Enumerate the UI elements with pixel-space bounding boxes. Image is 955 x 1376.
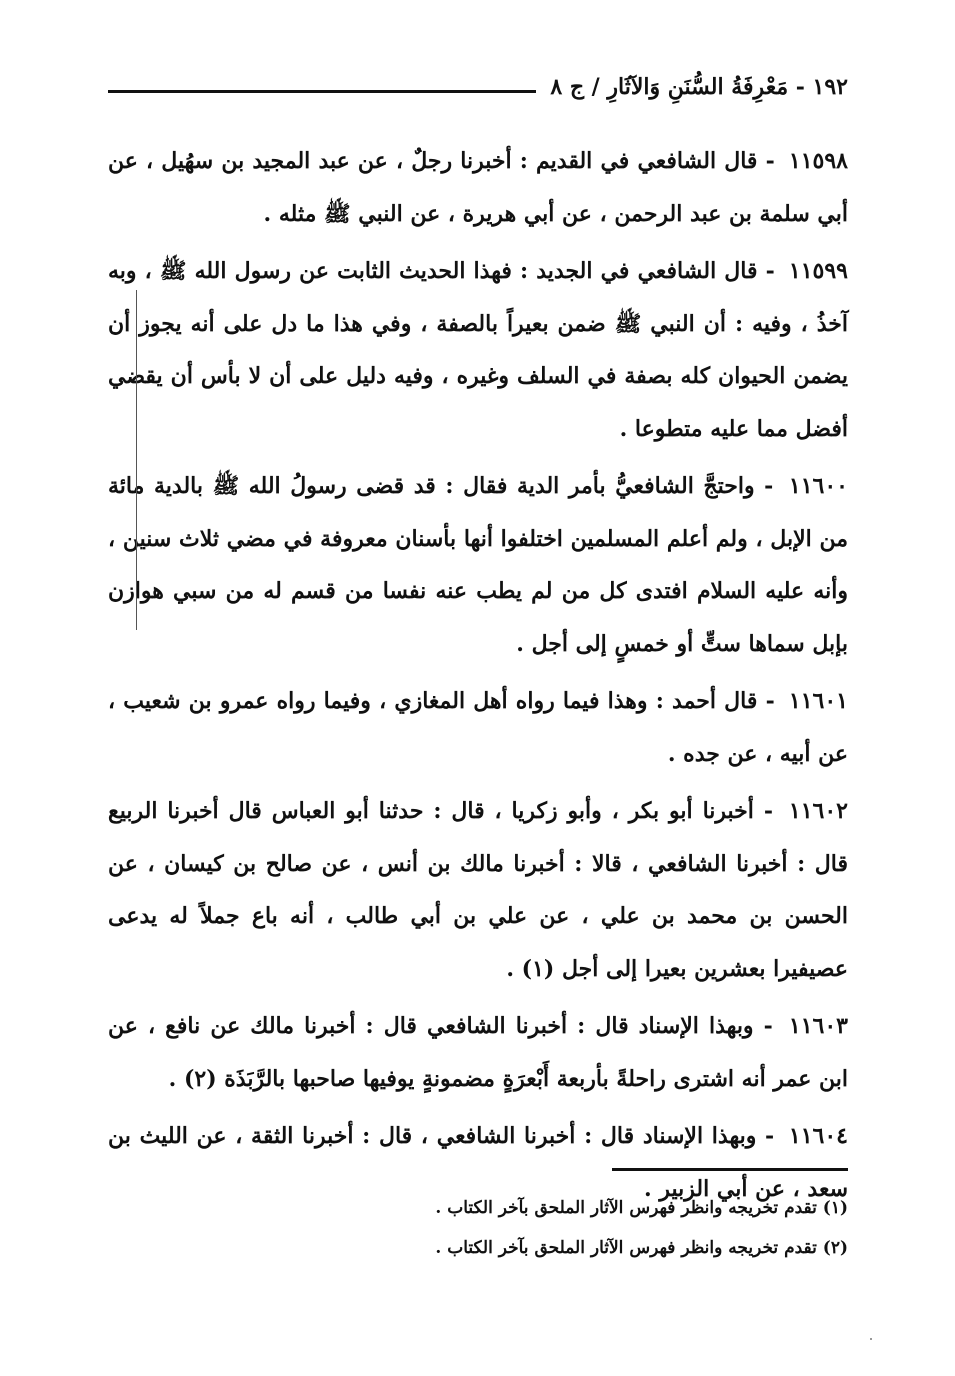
hadith-paragraph — [108, 460, 848, 670]
hadith-text: - قال الشافعي في القديم : أخبرنا رجلٌ ، عن عبد المجيد بن سهُيل ، عن أبي سلمة بن عبد الرحمن ، عن أبي هريرة ، عن النبي ﷺ مثله . — [108, 148, 848, 227]
hadith-text: - واحتجَّ الشافعيُّ بأمر الدية فقال : قد قضى رسولُ الله ﷺ بالدية مائة من الإبل ، ولم أعلم المسلمين اختلفوا أنها بأسنان معروفة في مضي ثلاث سنين ، وأنه عليه السلام افتدى كل من لم يطب عنه نفسا من قسم له من سبي هوازن بإبل سماها ستٍّ أو خمسٍ إلى أجل . — [108, 473, 848, 657]
scan-margin-line — [136, 290, 137, 630]
footnote: (١) تقدم تخريجه وانظر فهرس الآثار الملحق بآخر الكتاب . — [435, 1198, 848, 1218]
header-rule — [108, 90, 536, 93]
hadith-number: ١١٥٩٩ — [788, 258, 848, 284]
hadith-text: - قال الشافعي في الجديد : فهذا الحديث الثابت عن رسول الله ﷺ ، وبه آخذُ ، وفيه : أن النبي ﷺ ضمن بعيراً بالصفة ، وفي هذا ما دل على أنه يجوز أن يضمن الحيوان كله بصفة في السلف وغيره ، وفيه دليل على أن لا بأس أن يقضي أفضل مما عليه متطوعا . — [108, 258, 848, 442]
hadith-paragraph — [108, 675, 848, 780]
hadith-text: - وبهذا الإسناد قال : أخبرنا الشافعي قال : أخبرنا مالك عن نافع ، عن ابن عمر أنه اشترى راحلةً بأربعة أَبْعرَةٍ مضمونةٍ يوفيها صاحبها بالرَّبَذَة (٢) . — [108, 1013, 848, 1092]
hadith-text: - قال أحمد : وهذا فيما رواه أهل المغازي ، وفيما رواه عمرو بن شعيب ، عن أبيه ، عن جده . — [108, 688, 848, 767]
footnotes — [108, 1190, 848, 1270]
main-text — [108, 135, 848, 1220]
hadith-number: ١١٦٠٢ — [788, 798, 848, 824]
hadith-number: ١١٦٠٤ — [788, 1123, 848, 1149]
hadith-paragraph — [108, 135, 848, 240]
hadith-number: ١١٦٠٣ — [788, 1013, 848, 1039]
hadith-paragraph — [108, 1000, 848, 1105]
hadith-number: ١١٦٠١ — [788, 688, 848, 714]
scan-speck — [870, 1338, 872, 1340]
footnote-rule — [612, 1168, 848, 1171]
page-header — [108, 62, 848, 112]
hadith-text: - وبهذا الإسناد قال : أخبرنا الشافعي ، قال : أخبرنا الثقة ، عن الليث بن سعد ، عن أبي الزبير . — [108, 1123, 848, 1202]
footnote: (٢) تقدم تخريجه وانظر فهرس الآثار الملحق بآخر الكتاب . — [435, 1238, 848, 1258]
hadith-number: ١١٥٩٨ — [788, 148, 848, 174]
hadith-paragraph — [108, 245, 848, 455]
hadith-text: - أخبرنا أبو بكر ، وأبو زكريا ، قال : حدثنا أبو العباس قال أخبرنا الربيع قال : أخبرنا الشافعي ، قالا : أخبرنا مالك بن أنس ، عن صالح بن كيسان ، عن الحسن بن محمد بن علي ، عن علي بن أبي طالب ، أنه باع جملاً له يدعى عصيفيرا بعشرين بعيرا إلى أجل (١) . — [108, 798, 848, 982]
hadith-paragraph — [108, 785, 848, 995]
running-title: ١٩٢ - مَعْرِفَةُ السُّنَنِ وَالآثَارِ / ج ٨ — [550, 74, 848, 100]
hadith-number: ١١٦٠٠ — [788, 473, 848, 499]
